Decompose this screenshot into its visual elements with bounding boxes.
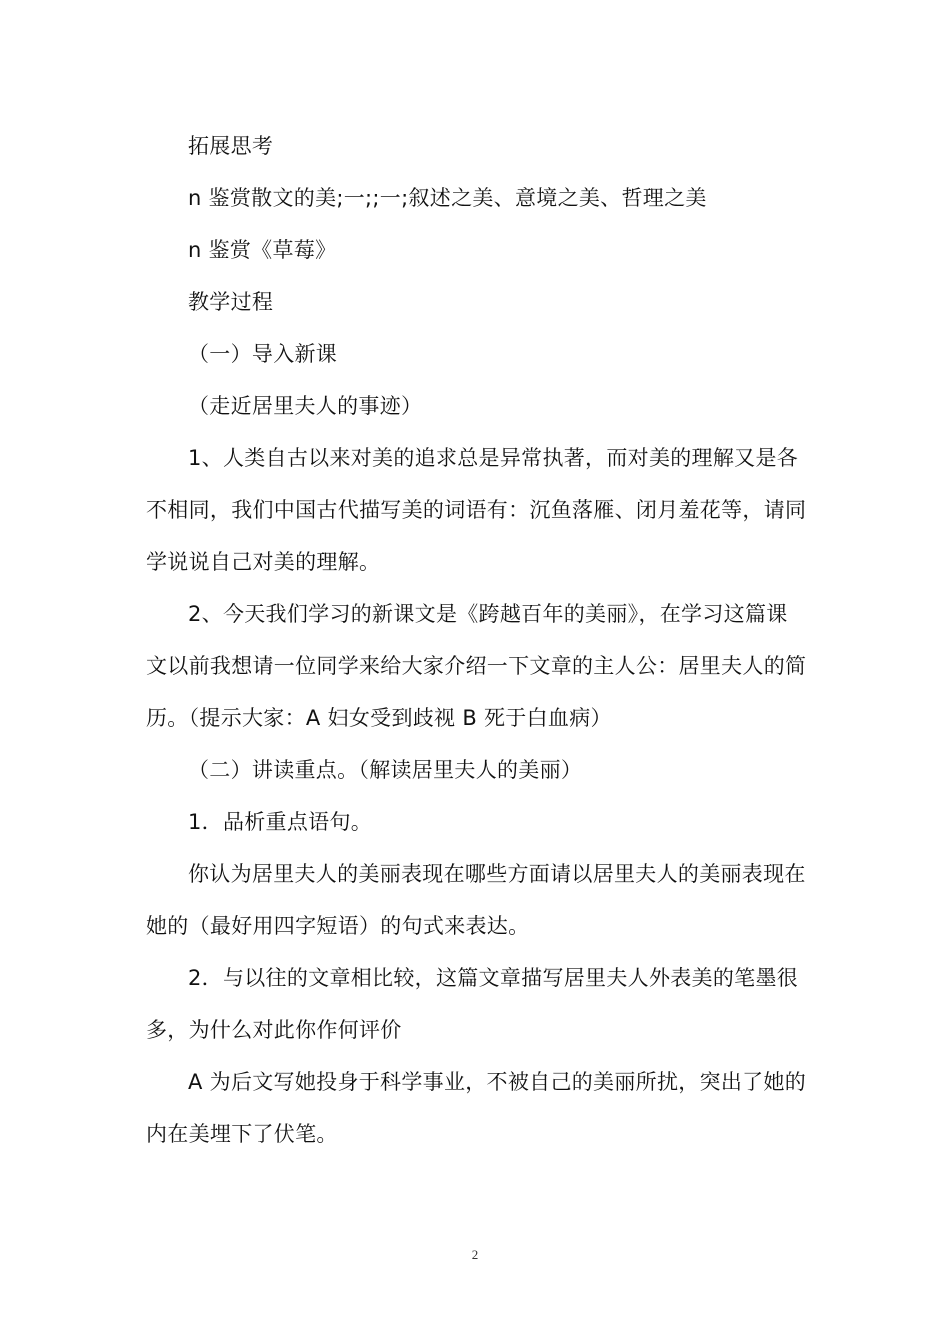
paragraph-answer-a: A 为后文写她投身于科学事业，不被自己的美丽所扰，突出了她的内在美埋下了伏笔。 bbox=[146, 1070, 807, 1146]
paragraph-pursuit-of-beauty: 1、人类自古以来对美的追求总是异常执著，而对美的理解又是各不相同，我们中国古代描写美的词语有：沉鱼落雁、闭月羞花等，请同学说说自己对美的理解。 bbox=[146, 446, 807, 574]
subheading-key-reading: （二）讲读重点。（解读居里夫人的美丽） bbox=[188, 758, 583, 782]
item-analyze-sentences: 1．品析重点语句。 bbox=[188, 810, 373, 834]
page-number: 2 bbox=[471, 1247, 479, 1262]
section-heading-extended-thinking: 拓展思考 bbox=[188, 134, 274, 158]
item-compare-articles: 2．与以往的文章相比较，这篇文章描写居里夫人外表美的笔墨很多，为什么对此你作何评价 bbox=[146, 966, 799, 1042]
bullet-appreciate-prose-beauty: n 鉴赏散文的美;一;;一;叙述之美、意境之美、哲理之美 bbox=[188, 186, 707, 210]
section-heading-teaching-process: 教学过程 bbox=[188, 290, 274, 314]
document-body bbox=[146, 120, 808, 1160]
bullet-appreciate-strawberry: n 鉴赏《草莓》 bbox=[188, 238, 337, 262]
subheading-curie-deeds: （走近居里夫人的事迹） bbox=[188, 394, 423, 418]
subheading-introduction: （一）导入新课 bbox=[188, 342, 338, 366]
paragraph-new-lesson: 2、今天我们学习的新课文是《跨越百年的美丽》，在学习这篇课文以前我想请一位同学来给大家介绍一下文章的主人公：居里夫人的简历。（提示大家：A 妇女受到歧视 B 死于白血病） bbox=[146, 602, 807, 730]
paragraph-curie-beauty-question: 你认为居里夫人的美丽表现在哪些方面请以居里夫人的美丽表现在她的（最好用四字短语）的句式来表达。 bbox=[146, 862, 806, 938]
